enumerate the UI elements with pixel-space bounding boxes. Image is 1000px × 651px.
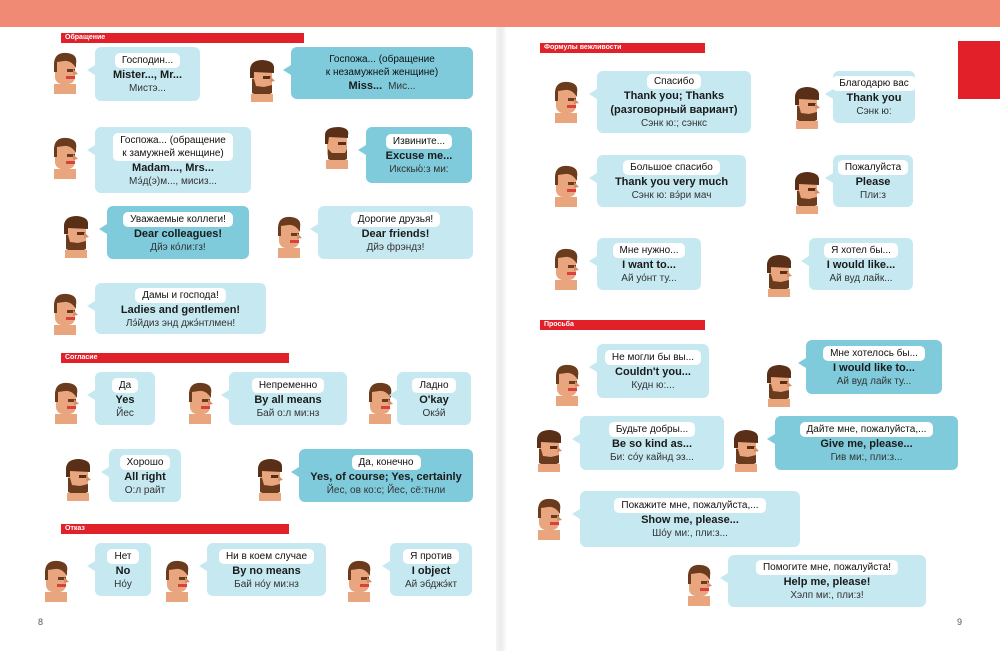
speaker-face-icon <box>553 364 581 406</box>
english-phrase: Thank you very much <box>614 176 729 188</box>
phrase-bubble <box>806 340 942 394</box>
phrase-bubble <box>109 449 181 502</box>
transcription: Окэ́й <box>422 407 446 419</box>
chapter-tab <box>958 41 1000 99</box>
speaker-face-icon <box>765 255 793 297</box>
transcription: Дйэ фрэндз! <box>366 241 425 253</box>
english-phrase: O'kay <box>419 393 449 406</box>
english-phrase: All right <box>124 470 166 483</box>
speaker-face-icon <box>62 216 90 258</box>
speaker-face-icon <box>345 560 373 602</box>
phrase-bubble <box>229 372 347 425</box>
russian-phrase: Непременно <box>252 378 324 393</box>
speaker-face-icon <box>51 293 79 335</box>
transcription: Дйэ ко́ли:гз! <box>150 241 206 253</box>
transcription: Кудн ю:... <box>631 380 675 391</box>
phrase-bubble <box>291 47 473 99</box>
phrase-bubble <box>580 416 724 470</box>
speaker-face-icon <box>552 248 580 290</box>
transcription: О:л райт <box>124 484 166 496</box>
transcription: Йес <box>116 407 134 419</box>
phrase-line <box>349 79 416 93</box>
russian-phrase: Дайте мне, пожалуйста,... <box>800 422 934 437</box>
english-phrase: Give me, please... <box>820 438 913 450</box>
transcription: Ай уо́нт ту... <box>621 273 677 284</box>
speaker-face-icon <box>186 382 214 424</box>
speaker-face-icon <box>51 52 79 94</box>
russian-phrase: Благодарю вас <box>832 76 916 91</box>
section-header-refusal: Отказ <box>61 524 289 534</box>
russian-phrase: Да <box>112 378 138 393</box>
speaker-face-icon <box>793 87 821 129</box>
transcription: Шо́у ми:, пли:з... <box>652 528 728 539</box>
phrase-bubble <box>728 555 926 607</box>
section-header-politeness: Формулы вежливости <box>540 43 705 53</box>
phrase-bubble <box>95 372 155 425</box>
russian-phrase: Уважаемые коллеги! <box>123 212 233 227</box>
phrase-bubble <box>107 206 249 259</box>
phrase-bubble <box>207 543 326 596</box>
english-phrase: Mister..., Mr... <box>112 69 183 81</box>
phrase-bubble <box>833 155 913 207</box>
phrase-bubble <box>95 127 251 193</box>
russian-phrase: Дамы и господа! <box>135 288 225 303</box>
transcription: Би: со́у кайнд эз... <box>610 452 694 463</box>
russian-phrase: Я хотел бы... <box>824 243 898 258</box>
russian-phrase: Ладно <box>412 378 455 393</box>
transcription: Пли:з <box>860 190 886 201</box>
transcription: Ай вуд лайк ту... <box>836 376 912 387</box>
speaker-face-icon <box>366 382 394 424</box>
transcription: Сэнк ю:; сэнкс <box>640 118 708 129</box>
english-phrase: I would like... <box>826 259 896 271</box>
transcription: Хэлп ми:, пли:з! <box>790 590 864 601</box>
russian-phrase: Госпожа... (обращение к незамужней женщине) <box>325 54 439 78</box>
transcription: Бай но́у ми:нз <box>234 578 299 590</box>
transcription: Бай о:л ми:нз <box>256 407 320 419</box>
speaker-face-icon <box>51 137 79 179</box>
page-number-left: 8 <box>38 617 44 627</box>
english-phrase: Help me, please! <box>783 576 871 588</box>
speaker-face-icon <box>256 459 284 501</box>
transcription: Сэнк ю: <box>856 106 892 117</box>
russian-phrase: Ни в коем случае <box>219 549 314 564</box>
phrase-bubble <box>397 372 471 425</box>
english-phrase: Yes <box>115 393 135 406</box>
russian-phrase: Извините... <box>386 134 452 149</box>
section-header-agreement: Согласие <box>61 353 289 363</box>
russian-phrase: Не могли бы вы... <box>605 350 701 365</box>
russian-phrase: Будьте добры... <box>609 422 695 437</box>
speaker-face-icon <box>793 172 821 214</box>
speaker-face-icon <box>732 430 760 472</box>
russian-phrase: Большое спасибо <box>623 160 720 175</box>
russian-phrase: Мне нужно... <box>613 243 686 258</box>
transcription: Ай вуд лайк... <box>829 273 893 284</box>
russian-phrase: Помогите мне, пожалуйста! <box>756 560 898 575</box>
transcription: Сэнк ю: вэ́ри мач <box>631 190 712 201</box>
phrase-bubble <box>299 449 473 502</box>
phrase-bubble <box>597 155 746 207</box>
speaker-face-icon <box>42 560 70 602</box>
english-phrase: Excuse me... <box>385 150 453 162</box>
english-phrase: Thank you; Thanks (разговорный вариант) <box>610 90 738 116</box>
russian-phrase: Господин... <box>115 53 180 68</box>
english-phrase: Thank you <box>846 92 902 104</box>
speaker-face-icon <box>64 459 92 501</box>
english-phrase: I would like to... <box>833 362 915 374</box>
english-phrase: Show me, please... <box>641 514 739 526</box>
transcription: Икскью́:з ми: <box>389 164 449 175</box>
speaker-face-icon <box>52 382 80 424</box>
phrase-bubble <box>580 491 800 547</box>
phrase-bubble <box>809 238 913 290</box>
book-gutter <box>496 27 506 651</box>
transcription: Но́у <box>114 578 132 590</box>
transcription: Йес, ов ко:с; Йес, сё:тнли <box>326 484 446 496</box>
phrase-bubble <box>775 416 958 470</box>
phrase-bubble <box>95 543 151 596</box>
phrase-bubble <box>390 543 472 596</box>
english-phrase: By all means <box>254 393 322 406</box>
transcription: Гив ми:, пли:з... <box>830 452 903 463</box>
russian-phrase: Я против <box>403 549 459 564</box>
english-phrase: No <box>115 564 131 577</box>
phrase-bubble <box>597 71 751 133</box>
russian-phrase: Нет <box>107 549 138 564</box>
russian-phrase: Покажите мне, пожалуйста,... <box>614 498 765 513</box>
russian-phrase: Мне хотелось бы... <box>823 346 925 361</box>
phrase-bubble <box>597 344 709 398</box>
transcription: Мистэ... <box>129 83 166 94</box>
russian-phrase: Госпожа... (обращение к замужней женщине) <box>113 133 233 161</box>
english-phrase: Yes, of course; Yes, certainly <box>310 470 462 483</box>
phrase-bubble <box>366 127 472 183</box>
transcription: Ай эбджэ́кт <box>404 578 458 590</box>
speaker-face-icon <box>248 60 276 102</box>
english-phrase: Dear colleagues! <box>133 227 223 240</box>
transcription: Мис... <box>388 81 416 92</box>
russian-phrase: Пожалуйста <box>838 160 908 175</box>
speaker-face-icon <box>535 430 563 472</box>
russian-phrase: Дорогие друзья! <box>351 212 440 227</box>
english-phrase: Be so kind as... <box>611 438 693 450</box>
english-phrase: I want to... <box>622 259 676 271</box>
section-header-request: Просьба <box>540 320 705 330</box>
phrase-bubble <box>95 283 266 334</box>
english-phrase: Ladies and gentlemen! <box>120 303 241 316</box>
section-header-address: Обращение <box>61 33 304 43</box>
speaker-face-icon <box>535 498 563 540</box>
russian-phrase: Хорошо <box>120 455 171 470</box>
speaker-face-icon <box>685 564 713 606</box>
russian-phrase: Да, конечно <box>352 455 421 470</box>
transcription: Мэ́д(э)м..., мисиз... <box>129 175 217 187</box>
speaker-face-icon <box>275 216 303 258</box>
top-band <box>0 0 1000 27</box>
russian-phrase: Спасибо <box>647 74 701 89</box>
speaker-face-icon <box>552 165 580 207</box>
english-phrase: I object <box>411 564 451 577</box>
english-phrase: Dear friends! <box>361 227 430 240</box>
speaker-face-icon <box>765 365 793 407</box>
english-phrase: By no means <box>232 564 301 577</box>
phrase-bubble <box>95 47 200 101</box>
speaker-face-icon <box>323 127 351 169</box>
english-phrase: Madam..., Mrs... <box>132 161 214 174</box>
transcription: Лэ́йдиз энд джэ́нтлмен! <box>125 317 236 329</box>
phrase-bubble <box>318 206 473 259</box>
speaker-face-icon <box>163 560 191 602</box>
phrase-bubble <box>597 238 701 290</box>
english-phrase: Miss... <box>348 80 383 92</box>
phrase-bubble <box>833 71 915 123</box>
page-number-right: 9 <box>957 617 963 627</box>
english-phrase: Please <box>855 176 891 188</box>
speaker-face-icon <box>552 81 580 123</box>
english-phrase: Couldn't you... <box>615 366 691 378</box>
